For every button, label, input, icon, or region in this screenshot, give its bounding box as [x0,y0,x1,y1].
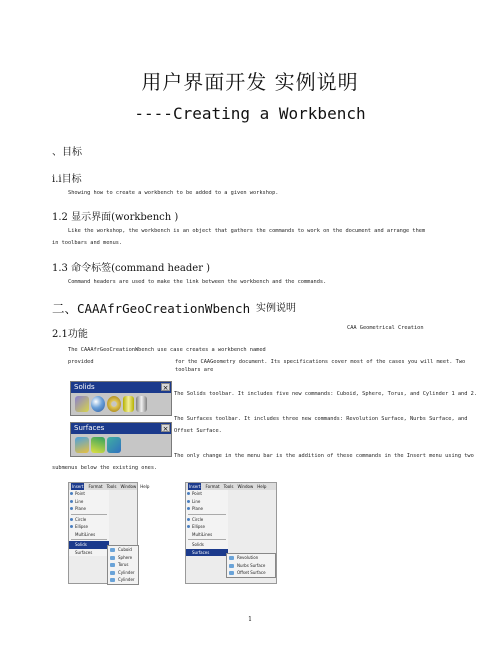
page-title-english: ----Creating a Workbench [134,104,366,123]
submenu-item-cylinder-1[interactable]: Cylinder [108,569,138,577]
paragraph-surfaces-line2: Offset Surface. [174,428,222,434]
point-icon [187,492,190,495]
close-icon[interactable]: × [162,425,169,433]
page-title-chinese: 用户界面开发 实例说明 [141,70,359,94]
menu-help[interactable]: Help [257,484,267,489]
heading-goal: 、目标 [52,147,82,158]
heading-2: 二、CAAAfrGeoCreationWbench [52,301,251,316]
revolution-surface-icon [229,556,234,560]
menu-item-surfaces[interactable]: Surfaces [75,549,93,555]
surfaces-toolbar-titlebar[interactable] [71,423,171,434]
cylinder-2-icon[interactable] [136,396,147,412]
heading-1-1: i.i目标 [52,174,82,185]
line-icon [70,500,73,503]
paragraph-2-1-line1: The CAAAfrGeoCreationWbench use case creates a workbench named [68,347,266,353]
submenu-item-cylinder-2[interactable]: Cylinder [108,576,138,584]
heading-1-3: 1.3 命令标签(command header ) [52,263,211,274]
menu-format[interactable]: Format [88,484,103,489]
offset-surface-icon [229,571,234,575]
submenu-item-nurbs-surface[interactable]: Nurbs Surface [227,562,275,570]
submenu-item-cuboid[interactable]: Cuboid [108,546,138,554]
menu-item-ellipse[interactable]: Ellipse [69,523,109,531]
caa-geometrical-creation-label: CAA Geometrical Creation [347,325,424,331]
paragraph-menu-line1: The only change in the menu bar is the addition of these commands in the Insert menu using two [174,453,474,459]
cylinder-icon [110,571,115,575]
submenu-item-revolution[interactable]: Revolution [227,554,275,562]
menu-separator [71,514,107,515]
menu-item-point[interactable]: Point [69,490,109,498]
paragraph-1-2-line2: in toolbars and menus. [52,240,123,246]
paragraph-surfaces-line1: The Surfaces toolbar. It includes three new commands: Revolution Surface, Nurbs Surface, and [174,416,468,422]
cuboid-icon [110,548,115,552]
menu-tools[interactable]: Tools [223,484,234,489]
surfaces-submenu [226,553,276,578]
plane-icon [70,507,73,510]
solids-toolbar-title: Solids [74,383,95,391]
paragraph-solids: The Solids toolbar. It includes five new commands: Cuboid, Sphere, Torus, and Cylinder 1 and 2. [174,391,477,397]
page-number: 1 [248,616,252,623]
submenu-item-sphere[interactable]: Sphere [108,554,138,562]
revolution-surface-icon[interactable] [75,437,89,453]
menu-separator [188,539,226,540]
paragraph-2-1-line2: for the CAAGeometry document. Its specifications cover most of the cases you will meet. Two [175,359,466,365]
menu-insert[interactable]: Insert [189,484,201,489]
close-icon[interactable]: × [162,384,169,392]
menu-item-circle[interactable]: Circle [69,516,109,524]
menu-item-multilines[interactable]: MultiLines [192,531,213,537]
menu-item-circle[interactable]: Circle [186,516,228,524]
heading-2-1: 2.1功能 [52,329,88,340]
menu-bar [69,483,150,490]
menu-separator [188,514,226,515]
circle-icon [70,518,73,521]
circle-icon [187,518,190,521]
sphere-icon [110,556,115,560]
cylinder-1-icon[interactable] [123,396,134,412]
menu-separator [71,539,107,540]
paragraph-menu-line2: submenus below the existing ones. [52,465,158,471]
solids-toolbar [70,381,172,416]
solids-submenu [107,545,139,585]
paragraph-1-1: Showing how to create a workbench to be added to a given workshop. [68,190,279,196]
menu-item-multilines[interactable]: MultiLines [75,531,96,537]
offset-surface-icon[interactable] [107,437,121,453]
menu-window[interactable]: Window [237,484,254,489]
submenu-item-torus[interactable]: Torus [108,561,138,569]
menu-item-plane[interactable]: Plane [69,505,109,513]
menu-help[interactable]: Help [140,484,150,489]
menu-item-solids[interactable]: Solids [192,542,204,547]
menu-item-solids[interactable]: Solids [69,541,109,549]
paragraph-1-2-line1: Like the workshop, the workbench is an object that gathers the commands to work on the document and arrange them [68,228,426,234]
nurbs-surface-icon [229,564,234,568]
heading-2-right: 实例说明 [256,303,296,314]
menu-item-line[interactable]: Line [69,498,109,506]
line-icon [187,500,190,503]
menu-format[interactable]: Format [205,484,220,489]
solids-toolbar-titlebar[interactable] [71,382,171,393]
surfaces-toolbar [70,422,172,457]
cylinder-icon [110,578,115,582]
nurbs-surface-icon[interactable] [91,437,105,453]
paragraph-2-1-line3: toolbars are [175,367,214,373]
menu-item-ellipse[interactable]: Ellipse [186,523,228,531]
paragraph-1-3: Command headers are used to make the link between the workbench and the commands. [68,279,327,285]
menu-item-line[interactable]: Line [186,498,228,506]
ellipse-icon [187,525,190,528]
menu-insert[interactable]: Insert [72,484,84,489]
point-icon [70,492,73,495]
plane-icon [187,507,190,510]
menu-item-plane[interactable]: Plane [186,505,228,513]
menu-window[interactable]: Window [120,484,137,489]
menu-tools[interactable]: Tools [106,484,117,489]
sphere-icon[interactable] [91,396,105,412]
heading-1-2: 1.2 显示界面(workbench ) [52,212,179,223]
surfaces-toolbar-title: Surfaces [74,424,105,432]
torus-icon[interactable] [107,396,121,412]
menu-item-point[interactable]: Point [186,490,228,498]
submenu-item-offset-surface[interactable]: Offset Surface [227,569,275,577]
menu-item-surfaces[interactable]: Surfaces [186,549,228,557]
torus-icon [110,563,115,567]
cuboid-icon[interactable] [75,396,89,412]
insert-menu-solids-screenshot [68,482,150,584]
ellipse-icon [70,525,73,528]
paragraph-2-1-provided: provided [68,359,94,365]
menu-bar [186,483,276,490]
insert-menu-surfaces-screenshot [185,482,277,584]
